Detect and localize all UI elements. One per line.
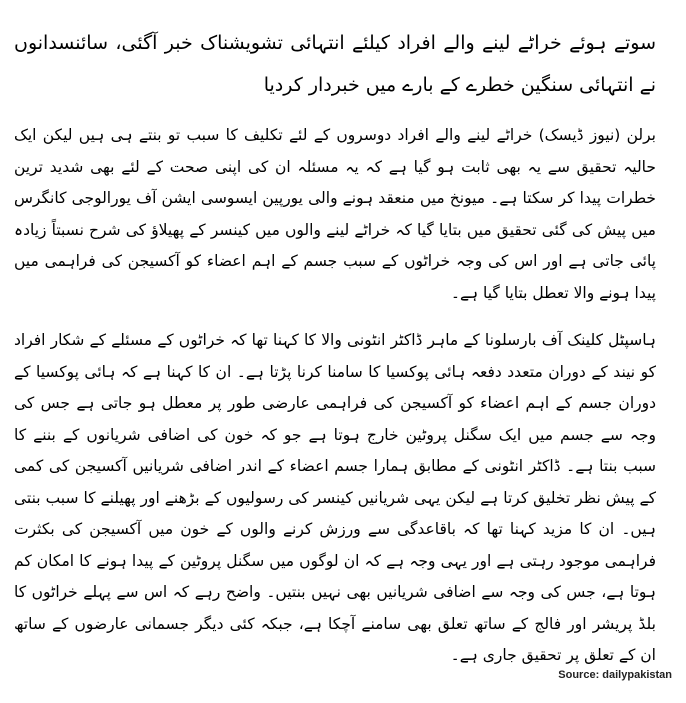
article-paragraph-1: برلن (نیوز ڈیسک) خراٹے لینے والے افراد دوسروں کے لئے تکلیف کا سبب تو بنتے ہی ہیں لیکن ایک حالیہ تحقیق سے یہ بھی ثابت ہو گیا ہے کہ یہ مسئلہ ان کی اپنی صحت کے لئے بھی شدید ترین خطرات پیدا کر سکتا ہے۔ میونخ میں منعقد ہونے والی یورپین ایسوسی ایشن آف یورالوجی کانگرس میں پیش کی گئی تحقیق میں بتایا گیا کہ خراٹے لینے والوں میں کینسر کے پھیلاؤ کی شرح نسبتاً زیادہ پائی جاتی ہے اور اس کی وجہ خراٹوں کے سبب جسم کے اہم اعضاء کو آکسیجن کی فراہمی میں پیدا ہونے والا تعطل بتایا گیا ہے۔	[14, 126, 656, 302]
source-credit: Source: dailypakistan	[558, 669, 672, 681]
article-headline: سوتے ہوئے خراٹے لینے والے افراد کیلئے انتہائی تشویشناک خبر آگئی، سائنسدانوں نے انتہائی سنگین خطرے کے بارے میں خبردار کردیا	[14, 32, 656, 96]
article-paragraph-2: ہاسپٹل کلینک آف بارسلونا کے ماہر ڈاکٹر انٹونی والا کا کہنا تھا کہ خراٹوں کے مسئلے کے شکار افراد کو نیند کے دوران متعدد دفعہ ہائی پوکسیا کا سامنا کرنا پڑتا ہے۔ ان کا کہنا ہے کہ ہائی پوکسیا کے دوران جسم کے اہم اعضاء کو آکسیجن کی فراہمی عارضی طور پر معطل ہو جاتی ہے جس کی وجہ سے جسم میں ایک سگنل پروٹین خارج ہوتا ہے جو کہ خون کی اضافی شریانوں کے بننے کا سبب بنتا ہے۔ ڈاکٹر انٹونی کے مطابق ہمارا جسم اعضاء کے اندر اضافی شریانیں آکسیجن کی کمی کے پیش نظر تخلیق کرتا ہے لیکن یہی شریانیں کینسر کی رسولیوں کے بڑھنے اور پھیلنے کا سبب بنتی ہیں۔ ان کا مزید کہنا تھا کہ باقاعدگی سے ورزش کرنے والوں کے خون میں آکسیجن کی بکثرت فراہمی موجود رہتی ہے اور یہی وجہ ہے کہ ان لوگوں میں سگنل پروٹین کے پیدا ہونے کا امکان کم ہوتا ہے، جس کی وجہ سے اضافی شریانیں بھی نہیں بنتیں۔ واضح رہے کہ اس سے پہلے خراٹوں کا بلڈ پریشر اور فالج کے ساتھ تعلق بھی سامنے آچکا ہے، جبکہ کئی دیگر جسمانی عارضوں کے ساتھ ان کے تعلق پر تحقیق جاری ہے۔	[14, 331, 656, 664]
